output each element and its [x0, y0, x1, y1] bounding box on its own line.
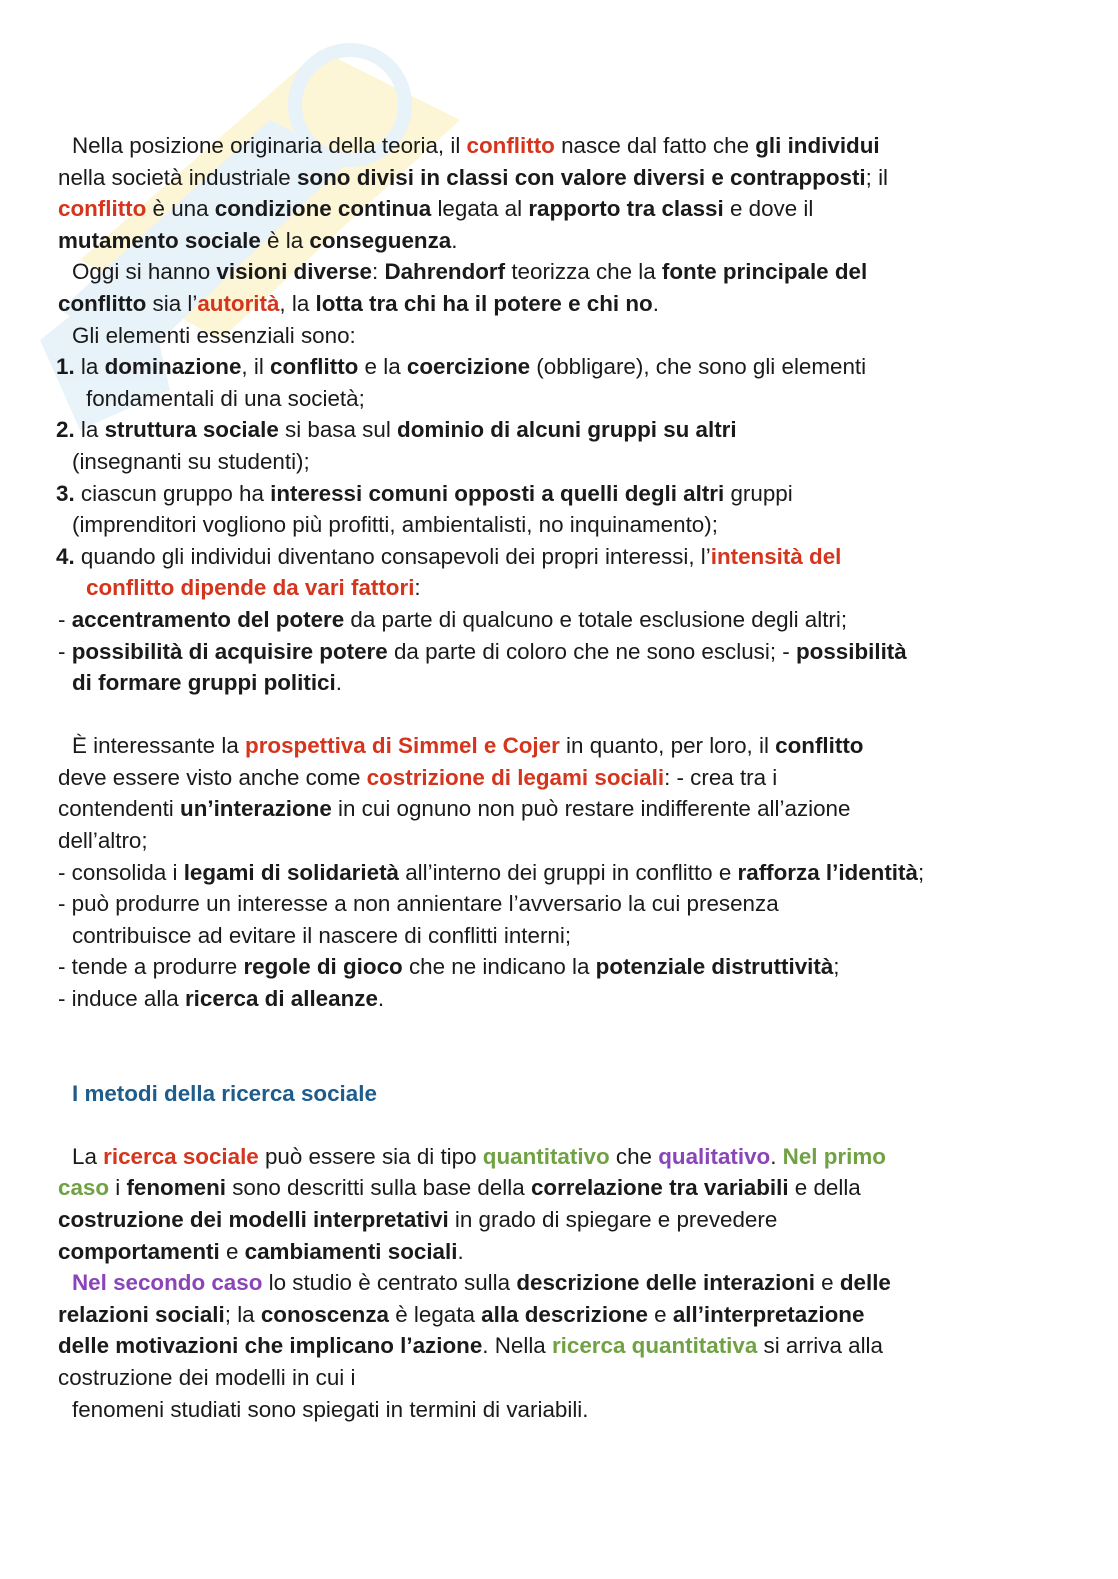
document-page [58, 130, 1068, 1425]
p1-line-3: conflitto è una condizione continua legata al rapporto tra classi e dove il [58, 196, 814, 222]
list-item-4: 4. quando gli individui diventano consapevoli dei propri interessi, l’intensità del [56, 543, 842, 569]
p3-line-8: - tende a produrre regole di gioco che ne indicano la potenziale distruttività; [58, 954, 840, 980]
p2-line-2: conflitto sia l’autorità, la lotta tra chi ha il potere e chi no. [58, 290, 659, 316]
p1-line-2: nella società industriale sono divisi in classi con valore diversi e contrapposti; il [58, 164, 889, 190]
p2-line-1: Oggi si hanno visioni diverse: Dahrendorf teorizza che la fonte principale del [72, 259, 868, 285]
p3-line-3: contendenti un’interazione in cui ognuno non può restare indifferente all’azione [58, 796, 851, 822]
section-heading: I metodi della ricerca sociale [72, 1080, 377, 1106]
p1-line-4: mutamento sociale è la conseguenza. [58, 227, 458, 253]
p3-line-2: deve essere visto anche come costrizione di legami sociali: - crea tra i [58, 764, 778, 790]
p2-line-3: Gli elementi essenziali sono: [72, 322, 356, 348]
dash-item-2-cont: di formare gruppi politici. [72, 670, 342, 696]
list-item-2-cont: (insegnanti su studenti); [72, 448, 310, 474]
p5-line-5: fenomeni studiati sono spiegati in termini di variabili. [72, 1396, 589, 1422]
p5-line-2: relazioni sociali; la conoscenza è legata alla descrizione e all’interpretazione [58, 1301, 865, 1327]
dash-item-1: - accentramento del potere da parte di qualcuno e totale esclusione degli altri; [58, 606, 848, 632]
p4-line-3: costruzione dei modelli interpretativi in grado di spiegare e prevedere [58, 1207, 778, 1232]
p5-line-3: delle motivazioni che implicano l’azione. Nella ricerca quantitativa si arriva alla [58, 1333, 883, 1359]
list-item-3: 3. ciascun gruppo ha interessi comuni opposti a quelli degli altri gruppi [56, 480, 793, 506]
p4-line-2: caso i fenomeni sono descritti sulla base della correlazione tra variabili e della [58, 1175, 861, 1201]
list-item-2: 2. la struttura sociale si basa sul dominio di alcuni gruppi su altri [56, 417, 737, 443]
p3-line-6: - può produrre un interesse a non annientare l’avversario la cui presenza [58, 891, 779, 917]
list-item-3-cont: (imprenditori vogliono più profitti, ambientalisti, no inquinamento); [72, 512, 718, 538]
p3-line-7: contribuisce ad evitare il nascere di conflitti interni; [72, 922, 572, 948]
p3-line-1: È interessante la prospettiva di Simmel e Cojer in quanto, per loro, il conflitto [72, 733, 864, 759]
p4-line-1: La ricerca sociale può essere sia di tipo quantitativo che qualitativo. Nel primo [72, 1143, 886, 1169]
p3-line-5: - consolida i legami di solidarietà all’interno dei gruppi in conflitto e rafforza l’identità; [58, 859, 925, 885]
p4-line-4: comportamenti e cambiamenti sociali. [58, 1238, 464, 1264]
list-item-1: 1. la dominazione, il conflitto e la coercizione (obbligare), che sono gli elementi [56, 354, 867, 380]
list-item-1-cont: fondamentali di una società; [86, 385, 365, 411]
list-item-4-cont: conflitto dipende da vari fattori: [86, 575, 421, 601]
dash-item-2: - possibilità di acquisire potere da parte di coloro che ne sono esclusi; - possibilità [58, 638, 907, 664]
p3-line-9: - induce alla ricerca di alleanze. [58, 986, 385, 1012]
p3-line-4: dell’altro; [58, 828, 148, 854]
p5-line-4: costruzione dei modelli in cui i [58, 1364, 356, 1390]
p5-line-1: Nel secondo caso lo studio è centrato sulla descrizione delle interazioni e delle [72, 1270, 891, 1296]
p1-line-1: Nella posizione originaria della teoria, il conflitto nasce dal fatto che gli individui [72, 133, 880, 158]
